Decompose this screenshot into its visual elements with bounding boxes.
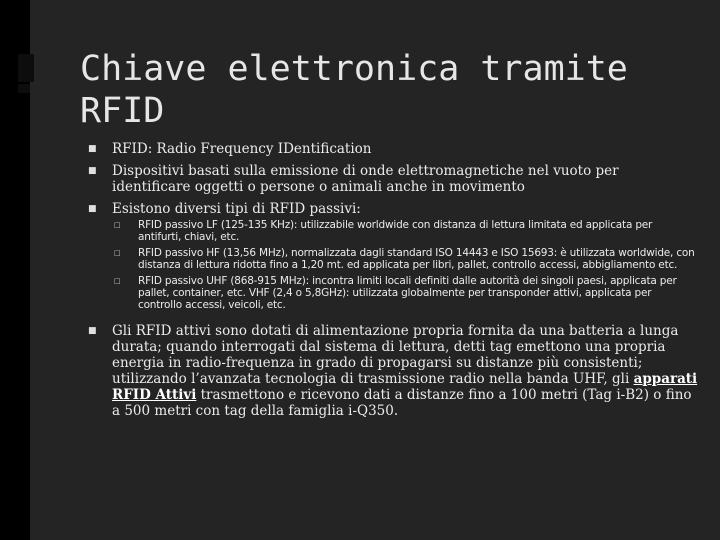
bullet-item: [88, 163, 698, 195]
square-bullet-icon: ■: [88, 144, 97, 154]
slide-content: [88, 141, 698, 425]
bullet-text-after-link: trasmettono e ricevono dati a distanze fino a 100 metri (Tag i-B2) o fino a 500 metri con tag della famiglia i-Q350.: [112, 387, 692, 419]
sub-bullet-text: RFID passivo HF (13,56 MHz), normalizzata dagli standard ISO 14443 e ISO 15693: è utilizzata worldwide, con distanza di lettura ridotta fino a 1,20 mt. ed applicata per libri, pallet, controllo accessi, abbigliamento etc.: [138, 247, 695, 271]
hollow-square-bullet-icon: □: [114, 277, 121, 285]
bullet-item: [88, 323, 698, 419]
bullet-text: Dispositivi basati sulla emissione di onde elettromagnetiche nel vuoto per identificare oggetti o persone o animali anche in movimento: [112, 163, 619, 195]
sub-bullet-item: [112, 247, 698, 271]
sub-bullet-list: [112, 219, 698, 311]
bullet-text-before-link: Gli RFID attivi sono dotati di alimentazione propria fornita da una batteria a lunga durata; quando interrogati dal sistema di lettura, detti tag emettono una propria energia in radio-frequenza in grado di propagarsi su distanze più consistenti; utilizzando l’avanzata tecnologia di trasmissione radio nella banda UHF, gli: [112, 323, 679, 387]
square-bullet-icon: ■: [88, 166, 97, 176]
bullet-text: Esistono diversi tipi di RFID passivi:: [112, 201, 361, 217]
sub-bullet-text: RFID passivo LF (125-135 KHz): utilizzabile worldwide con distanza di lettura limitata ed applicata per antifurti, chiavi, etc.: [138, 219, 653, 243]
rfid-active-link[interactable]: apparati RFID Attivi: [112, 371, 698, 403]
hollow-square-bullet-icon: □: [114, 249, 121, 257]
bullet-text: RFID: Radio Frequency IDentification: [112, 141, 372, 157]
sub-bullet-text: RFID passivo UHF (868-915 MHz): incontra limiti locali definiti dalle autorità dei singoli paesi, applicata per pallet, container, etc. VHF (2,4 o 5,8GHz): utilizzata globalmente per transponder attivi, applicata per controllo accessi, veicoli, etc.: [138, 275, 677, 311]
slide-title: Chiave elettronica tramite RFID: [80, 49, 628, 131]
hollow-square-bullet-icon: □: [114, 221, 121, 229]
bullet-list: [88, 141, 698, 419]
decorative-block: [18, 54, 34, 82]
bullet-item: [88, 141, 698, 157]
sub-bullet-item: [112, 275, 698, 311]
decorative-block-small: [18, 84, 30, 93]
bullet-item: [88, 201, 698, 311]
square-bullet-icon: ■: [88, 204, 97, 214]
sub-bullet-item: [112, 219, 698, 243]
square-bullet-icon: ■: [88, 326, 97, 336]
